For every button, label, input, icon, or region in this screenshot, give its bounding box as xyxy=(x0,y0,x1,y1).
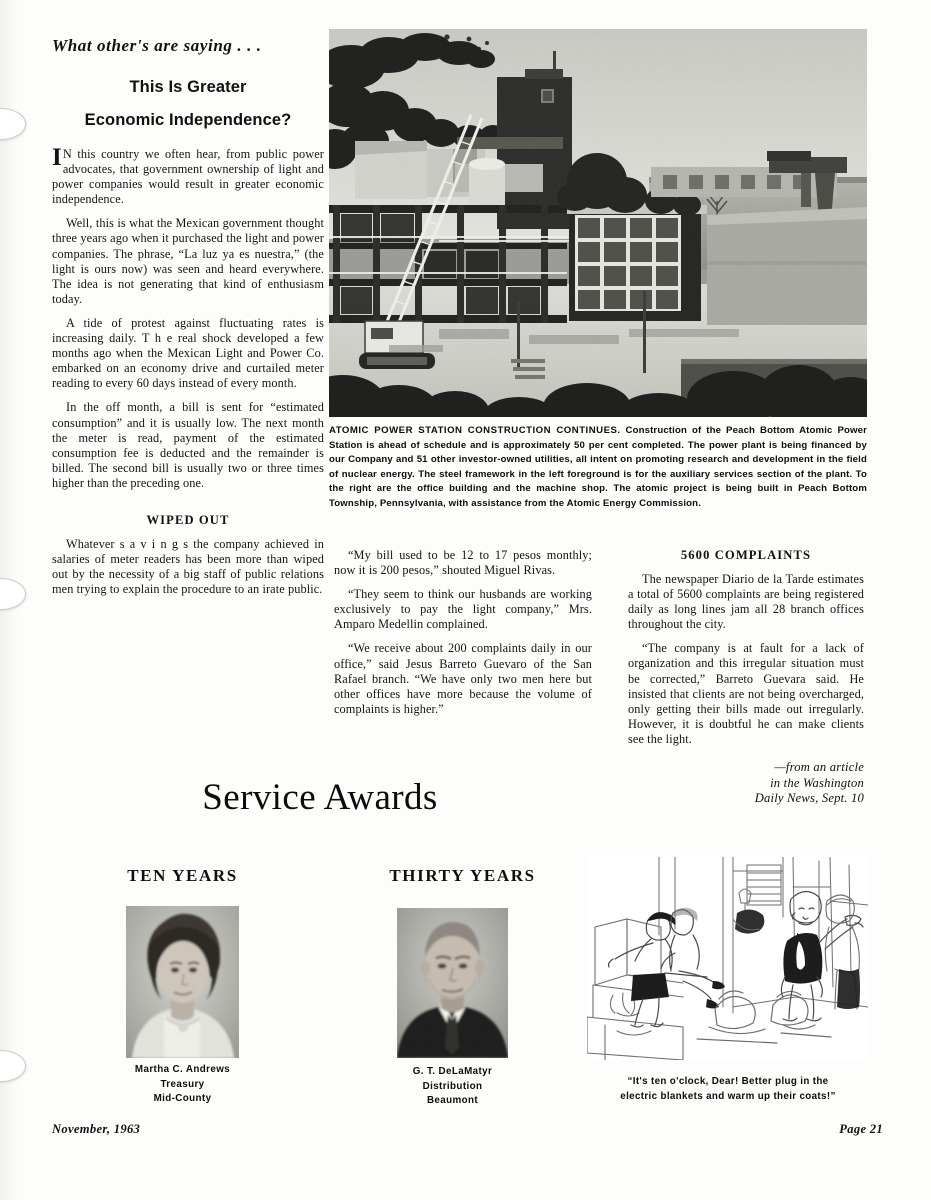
photo-caption xyxy=(329,424,867,512)
portrait-photo-gt-delamatyr xyxy=(397,908,508,1058)
article-title-line-1: This Is Greater xyxy=(129,78,247,96)
cartoon-artwork xyxy=(587,857,868,1060)
footer-issue-date: November, 1963 xyxy=(52,1122,141,1136)
article-body-column-one-b xyxy=(52,537,324,597)
recipient-name: Martha C. Andrews xyxy=(134,1064,231,1075)
article-attribution xyxy=(628,760,864,807)
article-paragraph: “The company is at fault for a lack of organization and this irregular situation must be corrected,” Barreto Guevara said. He insisted that clients are not being overcharged, only getting their bills made out irregularly. However, it is doubtful he can make clients see the light. xyxy=(628,641,864,746)
attribution-line-2: in the Washington xyxy=(770,775,864,790)
article-paragraph: Well, this is what the Mexican government thought three years ago when it purchased the light and power companies. The phrase, “La luz ya es nuestra,” (the light is ours now) was seen and heard everywhere. The idea is not generating that kind of enthusiasm today. xyxy=(52,216,324,306)
article-lede-paragraph xyxy=(52,144,324,207)
article-kicker: What other's are saying . . . xyxy=(52,36,262,55)
cartoon-caption-line-2: electric blankets and warm up their coats!” xyxy=(620,1091,836,1102)
binder-hole-top xyxy=(0,108,26,140)
award-caption-one xyxy=(75,1063,290,1107)
drop-cap: I xyxy=(52,144,62,171)
footer-page-number: Page 21 xyxy=(839,1122,883,1136)
article-column-one xyxy=(52,36,324,597)
attribution-line-3: Daily News, Sept. 10 xyxy=(754,791,864,806)
cartoon-caption xyxy=(589,1074,867,1104)
subhead-wiped-out: WIPED OUT xyxy=(146,512,230,527)
ten-years-heading: TEN YEARS xyxy=(127,866,238,885)
portrait-artwork xyxy=(126,906,239,1058)
article-lede-text: N this country we often hear, from public power advocates, that government ownership of light and power companies would result in greater economic independence. xyxy=(52,147,324,207)
article-paragraph: “We receive about 200 complaints daily in our office,” said Jesus Barreto Guevaro of the San Rafael branch. “We have only two men here but other offices have more because the volume of complaints is higher.” xyxy=(334,641,592,716)
article-title-line-2: Economic Independence? xyxy=(84,111,292,129)
article-paragraph: In the off month, a bill is sent for “estimated consumption” and it is usually low. The next month the meter is read, payment of the estimated consumption fee is deducted and the remainder is billed. The second bill is usually two or three times higher than the preceding one. xyxy=(52,400,324,490)
photo-artwork xyxy=(329,29,867,417)
subhead-5600-complaints: 5600 COMPLAINTS xyxy=(680,548,812,562)
recipient-department: Distribution xyxy=(422,1080,483,1092)
recipient-department: Treasury xyxy=(160,1078,205,1090)
photo-caption-lead: ATOMIC POWER STATION CONSTRUCTION CONTINUES. xyxy=(329,425,621,436)
service-awards-title: Service Awards xyxy=(202,777,438,818)
article-paragraph: Whatever s a v i n g s the company achieved in salaries of meter readers has been more than wiped out by the necessity of a big staff of public relations men trying to explain the procedure to an irate public. xyxy=(52,536,324,597)
binder-hole-bottom xyxy=(0,1050,26,1082)
binder-hole-middle xyxy=(0,578,26,610)
article-body-column-one xyxy=(52,144,324,491)
article-body-column-three xyxy=(628,572,864,747)
article-paragraph: “They seem to think our husbands are working exclusively to pay the light company,” Mrs. Amparo Medellin complained. xyxy=(334,587,592,632)
cartoon-caption-line-1: “It's ten o'clock, Dear! Better plug in the xyxy=(627,1076,829,1087)
article-paragraph: A tide of protest against fluctuating rates is increasing daily. T h e real shock developed a few months ago when the Mexican Light and Power Co. embarked on an economy drive and curtailed meter reading to every 60 days instead of every month. xyxy=(52,315,324,391)
portrait-photo-martha-andrews xyxy=(126,906,239,1058)
recipient-location: Mid-County xyxy=(153,1093,212,1104)
article-column-two xyxy=(334,548,592,717)
award-caption-two xyxy=(350,1065,555,1109)
atomic-power-station-photo xyxy=(329,29,867,417)
thirty-years-heading: THIRTY YEARS xyxy=(389,866,536,885)
article-paragraph: “My bill used to be 12 to 17 pesos monthly; now it is 200 pesos,” shouted Miguel Rivas. xyxy=(334,548,592,578)
recipient-location: Beaumont xyxy=(426,1095,479,1106)
cartoon-illustration xyxy=(587,857,868,1060)
photo-caption-body: Construction of the Peach Bottom Atomic Power Station is ahead of schedule and is approximately 50 per cent completed. The power plant is being financed by our Company and 51 other investor-owned utilities, all intent on promoting research and development in the field of nuclear energy. The steel framework in the left foreground is for the auxiliary services section of the plant. To the right are the office building and the machine shop. The atomic project is being built in Peach Bottom Township, Pennsylvania, with assistance from the Atomic Energy Commission. xyxy=(329,425,867,509)
article-column-three xyxy=(628,548,864,807)
article-paragraph: The newspaper Diario de la Tarde estimates a total of 5600 complaints are being registered daily as long lines jam all 28 branch offices throughout the city. xyxy=(628,572,864,632)
portrait-artwork xyxy=(397,908,508,1058)
recipient-name: G. T. DeLaMatyr xyxy=(412,1066,493,1077)
attribution-line-1: —from an article xyxy=(774,760,864,775)
